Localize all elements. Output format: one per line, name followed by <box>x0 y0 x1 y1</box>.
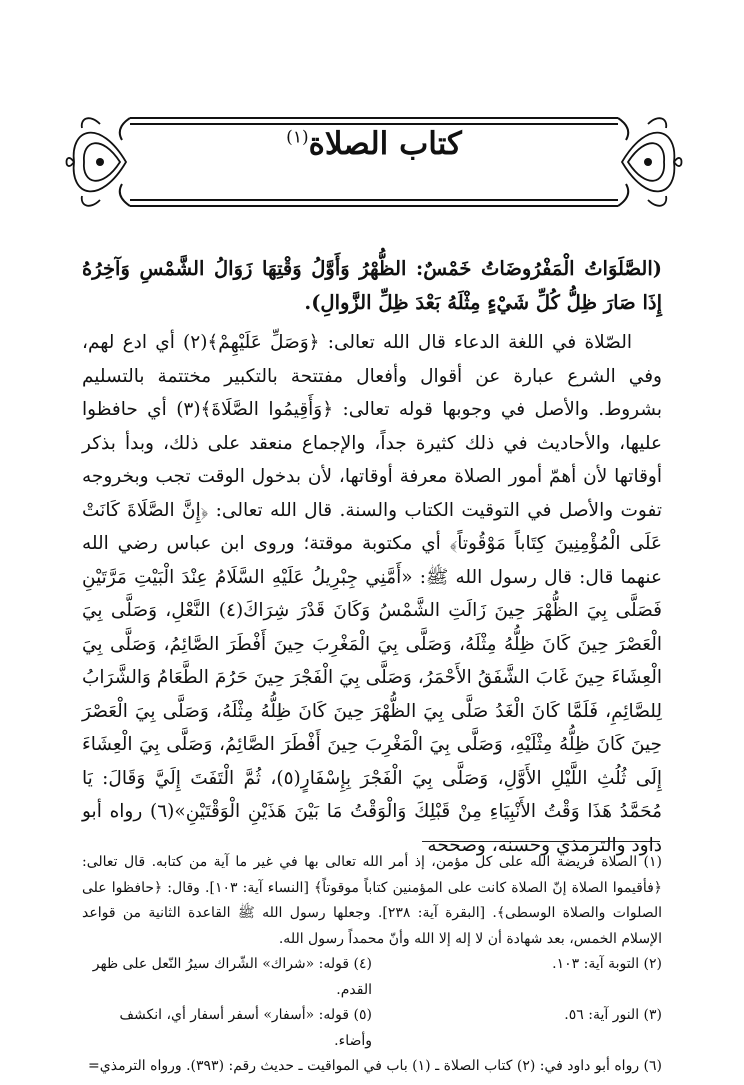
chapter-title-text: كتاب الصلاة <box>308 126 462 162</box>
footnote-2: (٢) التوبة آية: ١٠٣. <box>552 956 662 972</box>
main-text <box>82 252 662 862</box>
footnotes <box>82 850 662 1080</box>
footnote-3: (٣) النور آية: ٥٦. <box>564 1007 662 1023</box>
footnote-1: (١) الصلاة فريضة الله على كل مؤمن، إذ أمر الله تعالى بها في غير ما آية من كتابه. قال تعالى: ﴿فأقيموا الصلاة إنّ الصلاة كانت على المؤمنين كتاباً موقوتاً﴾ [النساء آية: ١٠٣]. وقال: ﴿حافظوا على الصلوات والصلاة الوسطى﴾. [البقرة آية: ٢٣٨]. وجعلها رسول الله ﷺ القاعدة الثانية من قواعد الإسلام الخمس، بعد شهادة أن لا إله إلا الله وأنّ محمداً رسول الله. <box>82 854 663 947</box>
chapter-title-frame <box>60 78 688 246</box>
footnote-5: (٥) قوله: «أسفار» أسفر أسفار أي، انكشف وأضاء. <box>119 1007 372 1049</box>
matn-paragraph: (الصَّلَوَاتُ الْمَفْرُوضَاتُ خَمْسٌ: الظُّهْرُ وَأَوَّلُ وَقْتِهَا زَوَالُ الشَّمْسِ وَآخِرُهُ إِذَا صَارَ ظِلُّ كُلِّ شَيْءٍ مِثْلَهُ بَعْدَ ظِلِّ الزَّوالِ). <box>82 257 662 314</box>
footnote-row <box>82 952 662 1003</box>
footnote-4: (٤) قوله: «شراك» الشّراك سيرُ النّعل على ظهر القدم. <box>92 956 372 998</box>
footnote-row <box>82 1003 662 1054</box>
ornament-frame-icon <box>60 78 688 246</box>
footnote-6: (٦) رواه أبو داود في: (٢) كتاب الصلاة ـ (١) باب في المواقيت ـ حديث رقم: (٣٩٣). ورواه الترمذي= <box>88 1058 662 1074</box>
commentary-paragraph: الصّلاة في اللغة الدعاء قال الله تعالى: ﴿وَصَلِّ عَلَيْهِمْ﴾(٢) أي ادع لهم، وفي الشرع عبارة عن أقوال وأفعال مفتتحة بالتكبير مختتمة بالتسليم بشروط. والأصل في وجوبها قوله تعالى: ﴿وَأَقِيمُوا الصَّلَاةَ﴾(٣) أي حافظوا عليها، والأحاديث في ذلك كثيرة جداً، والإجماع منعقد على ذلك، وبدأ بذكر أوقاتها لأن أهمّ أمور الصلاة معرفة أوقاتها، لأن بدخول الوقت تجب وبخروجه تفوت والأصل في التوقيت الكتاب والسنة. قال الله تعالى: ﴿إِنَّ الصَّلَاةَ كَانَتْ عَلَى الْمُؤْمِنِينَ كِتَاباً مَوْقُوتاً﴾ أي مكتوبة موقتة؛ وروى ابن عباس رضي الله عنهما قال: قال رسول الله ﷺ: «أَمَّنِي جِبْرِيلُ عَلَيْهِ السَّلَامُ عِنْدَ الْبَيْتِ مَرَّتَيْنِ فَصَلَّى بِيَ الظُّهْرَ حِينَ زَالَتِ الشَّمْسُ وَكَانَ قَدْرَ شِرَاكَ(٤) النَّعْلِ، وَصَلَّى بِيَ الْعَصْرَ حِينَ كَانَ ظِلُّهُ مِثْلَهُ، وَصَلَّى بِيَ الْمَغْرِبَ حِينَ أَفْطَرَ الصَّائِمُ، وَصَلَّى بِيَ الْعِشَاءَ حِينَ غَابَ الشَّفَقُ الأَحْمَرُ، وَصَلَّى بِيَ الْفَجْرَ حِينَ حَرُمَ الطَّعَامُ وَالشَّرَابُ لِلصَّائِمِ، فَلَمَّا كَانَ الْغَدُ صَلَّى بِيَ الظُّهْرَ حِينَ كَانَ ظِلُّهُ مِثْلَهُ، وَصَلَّى بِيَ الْعَصْرَ حِينَ كَانَ ظِلُّهُ مِثْلَيْهِ، وَصَلَّى بِيَ الْمَغْرِبَ حِينَ أَفْطَرَ الصَّائِمُ، وَصَلَّى بِيَ الْعِشَاءَ إِلَى ثُلُثِ اللَّيْلِ الأَوَّلِ، وَصَلَّى بِيَ الْفَجْرَ بِإِسْفَارٍ(٥)، ثُمَّ الْتَفَتَ إِلَيَّ وَقَالَ: يَا مُحَمَّدُ هَذَا وَقْتُ الأَنْبِيَاءِ مِنْ قَبْلِكَ وَالْوَقْتُ مَا بَيْنَ هَذَيْنِ الْوَقْتَيْنِ»(٦) رواه أبو داود والترمذي وحسنه، وصححه <box>82 332 662 856</box>
chapter-title <box>60 126 688 162</box>
chapter-title-note: (١) <box>286 127 309 148</box>
footnote-divider <box>422 841 660 842</box>
